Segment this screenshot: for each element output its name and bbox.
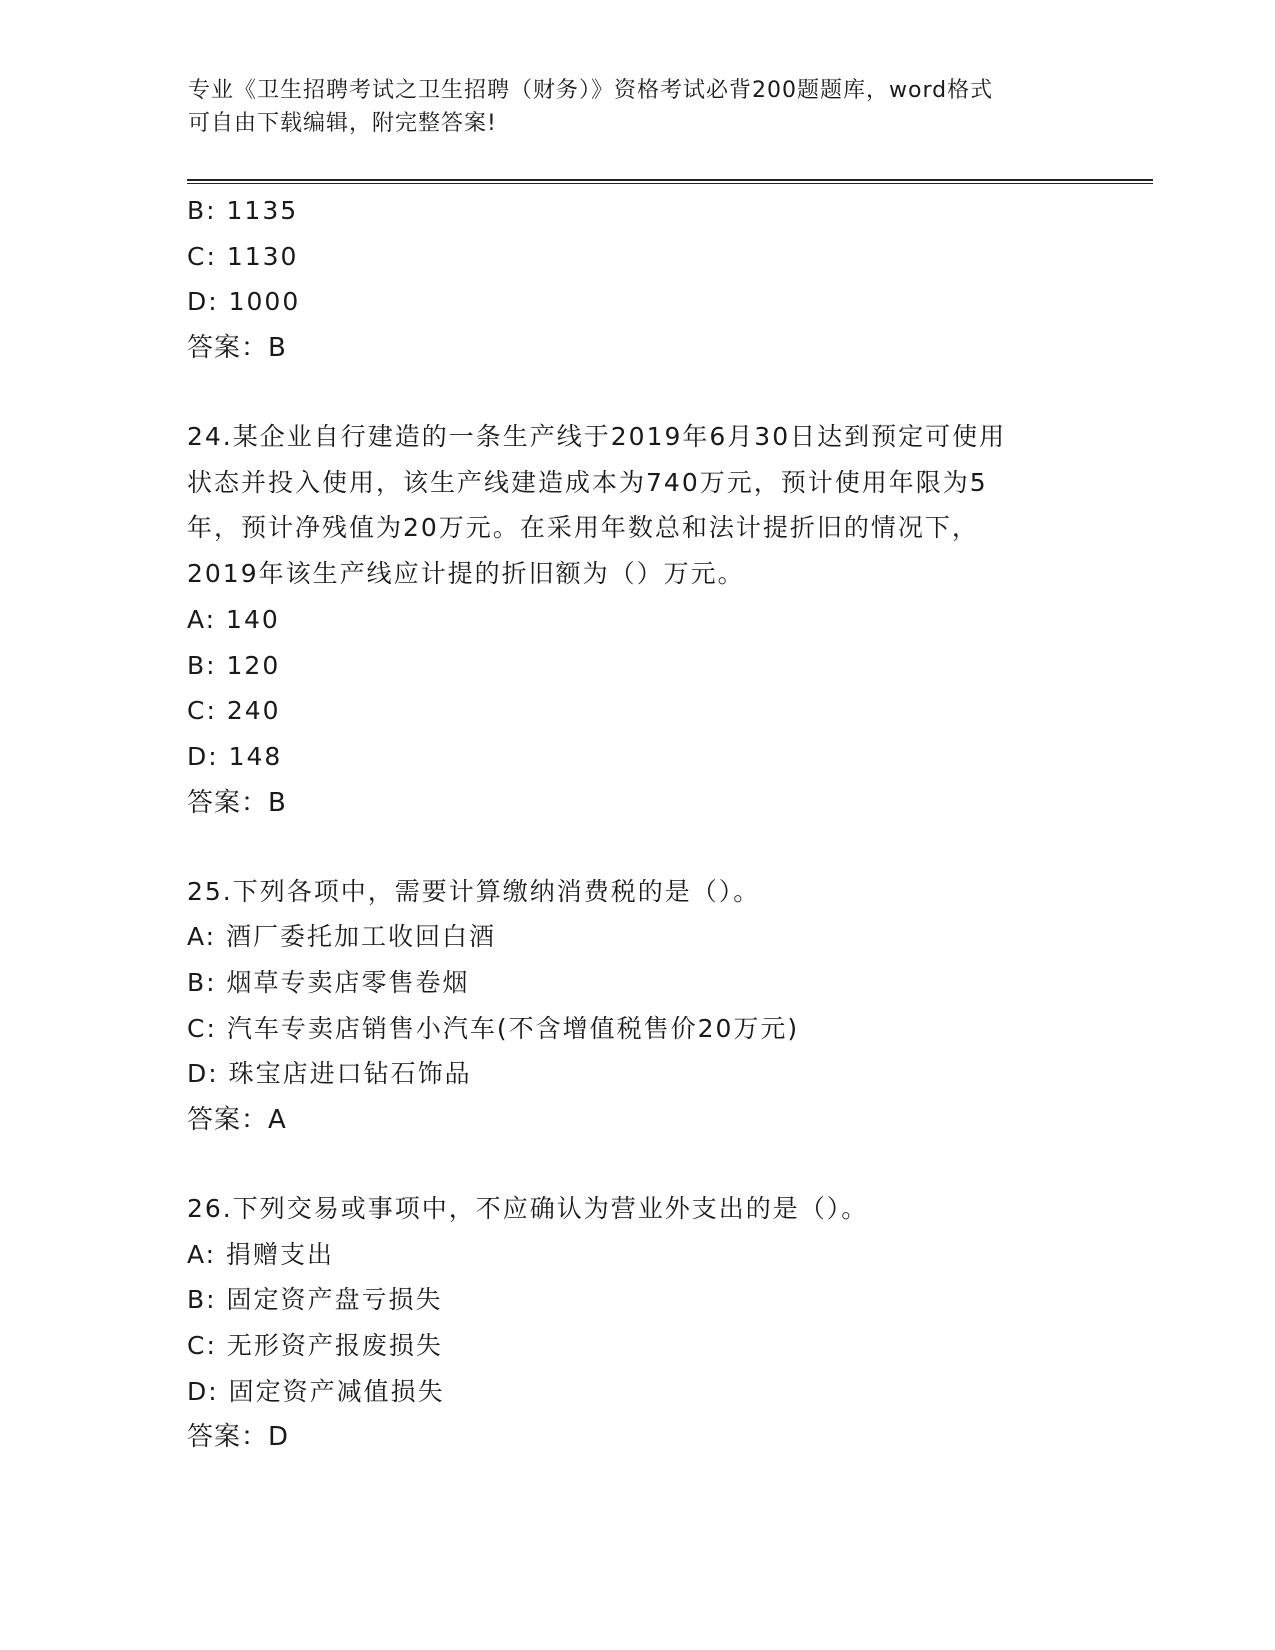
question-text-line: 25.下列各项中，需要计算缴纳消费税的是（）。 <box>187 876 761 906</box>
prev-question-options <box>187 188 1107 325</box>
answer-line: 答案：B <box>187 333 287 364</box>
question-text <box>187 869 1107 915</box>
option-b: B: 固定资产盘亏损失 <box>187 1285 443 1315</box>
question-26 <box>187 1186 1107 1461</box>
answer-line: 答案：A <box>187 1105 287 1135</box>
question-text-line: 24.某企业自行建造的一条生产线于2019年6月30日达到预定可使用 <box>187 422 1007 452</box>
answer-line: 答案：D <box>187 1422 290 1453</box>
question-text-line: 26.下列交易或事项中，不应确认为营业外支出的是（）。 <box>187 1194 869 1223</box>
option-d: D: 148 <box>187 741 283 771</box>
option-d: D: 珠宝店进口钻石饰品 <box>187 1059 472 1089</box>
option-b: B: 1135 <box>187 196 299 225</box>
question-text-line: 年，预计净残值为20万元。在采用年数总和法计提折旧的情况下， <box>187 513 979 543</box>
option-a: A: 捐赠支出 <box>187 1239 335 1269</box>
question-25 <box>187 869 1107 1144</box>
document-header <box>188 74 1088 140</box>
answer-line: 答案：B <box>187 787 287 818</box>
option-c: C: 汽车专卖店销售小汽车(不含增值税售价20万元) <box>187 1013 800 1043</box>
question-text <box>187 414 1107 597</box>
question-text-line: 状态并投入使用，该生产线建造成本为740万元，预计使用年限为5 <box>187 467 988 497</box>
option-c: C: 240 <box>187 696 281 726</box>
option-a: A: 酒厂委托加工收回白酒 <box>187 922 497 952</box>
option-a: A: 140 <box>187 604 280 634</box>
option-b: B: 120 <box>187 650 281 680</box>
question-text <box>187 1186 1107 1232</box>
option-c: C: 1130 <box>187 241 299 271</box>
header-line-2: 可自由下载编辑，附完整答案! <box>188 111 497 136</box>
question-24 <box>187 414 1107 827</box>
header-line-1: 专业《卫生招聘考试之卫生招聘（财务）》资格考试必背200题题库，word格式 <box>188 78 994 103</box>
question-text-line: 2019年该生产线应计提的折旧额为（）万元。 <box>187 559 745 589</box>
header-divider <box>187 179 1153 184</box>
option-d: D: 1000 <box>187 287 301 317</box>
option-b: B: 烟草专卖店零售卷烟 <box>187 967 470 997</box>
option-d: D: 固定资产减值损失 <box>187 1376 445 1406</box>
question-content <box>187 188 1107 1461</box>
option-c: C: 无形资产报废损失 <box>187 1331 443 1361</box>
